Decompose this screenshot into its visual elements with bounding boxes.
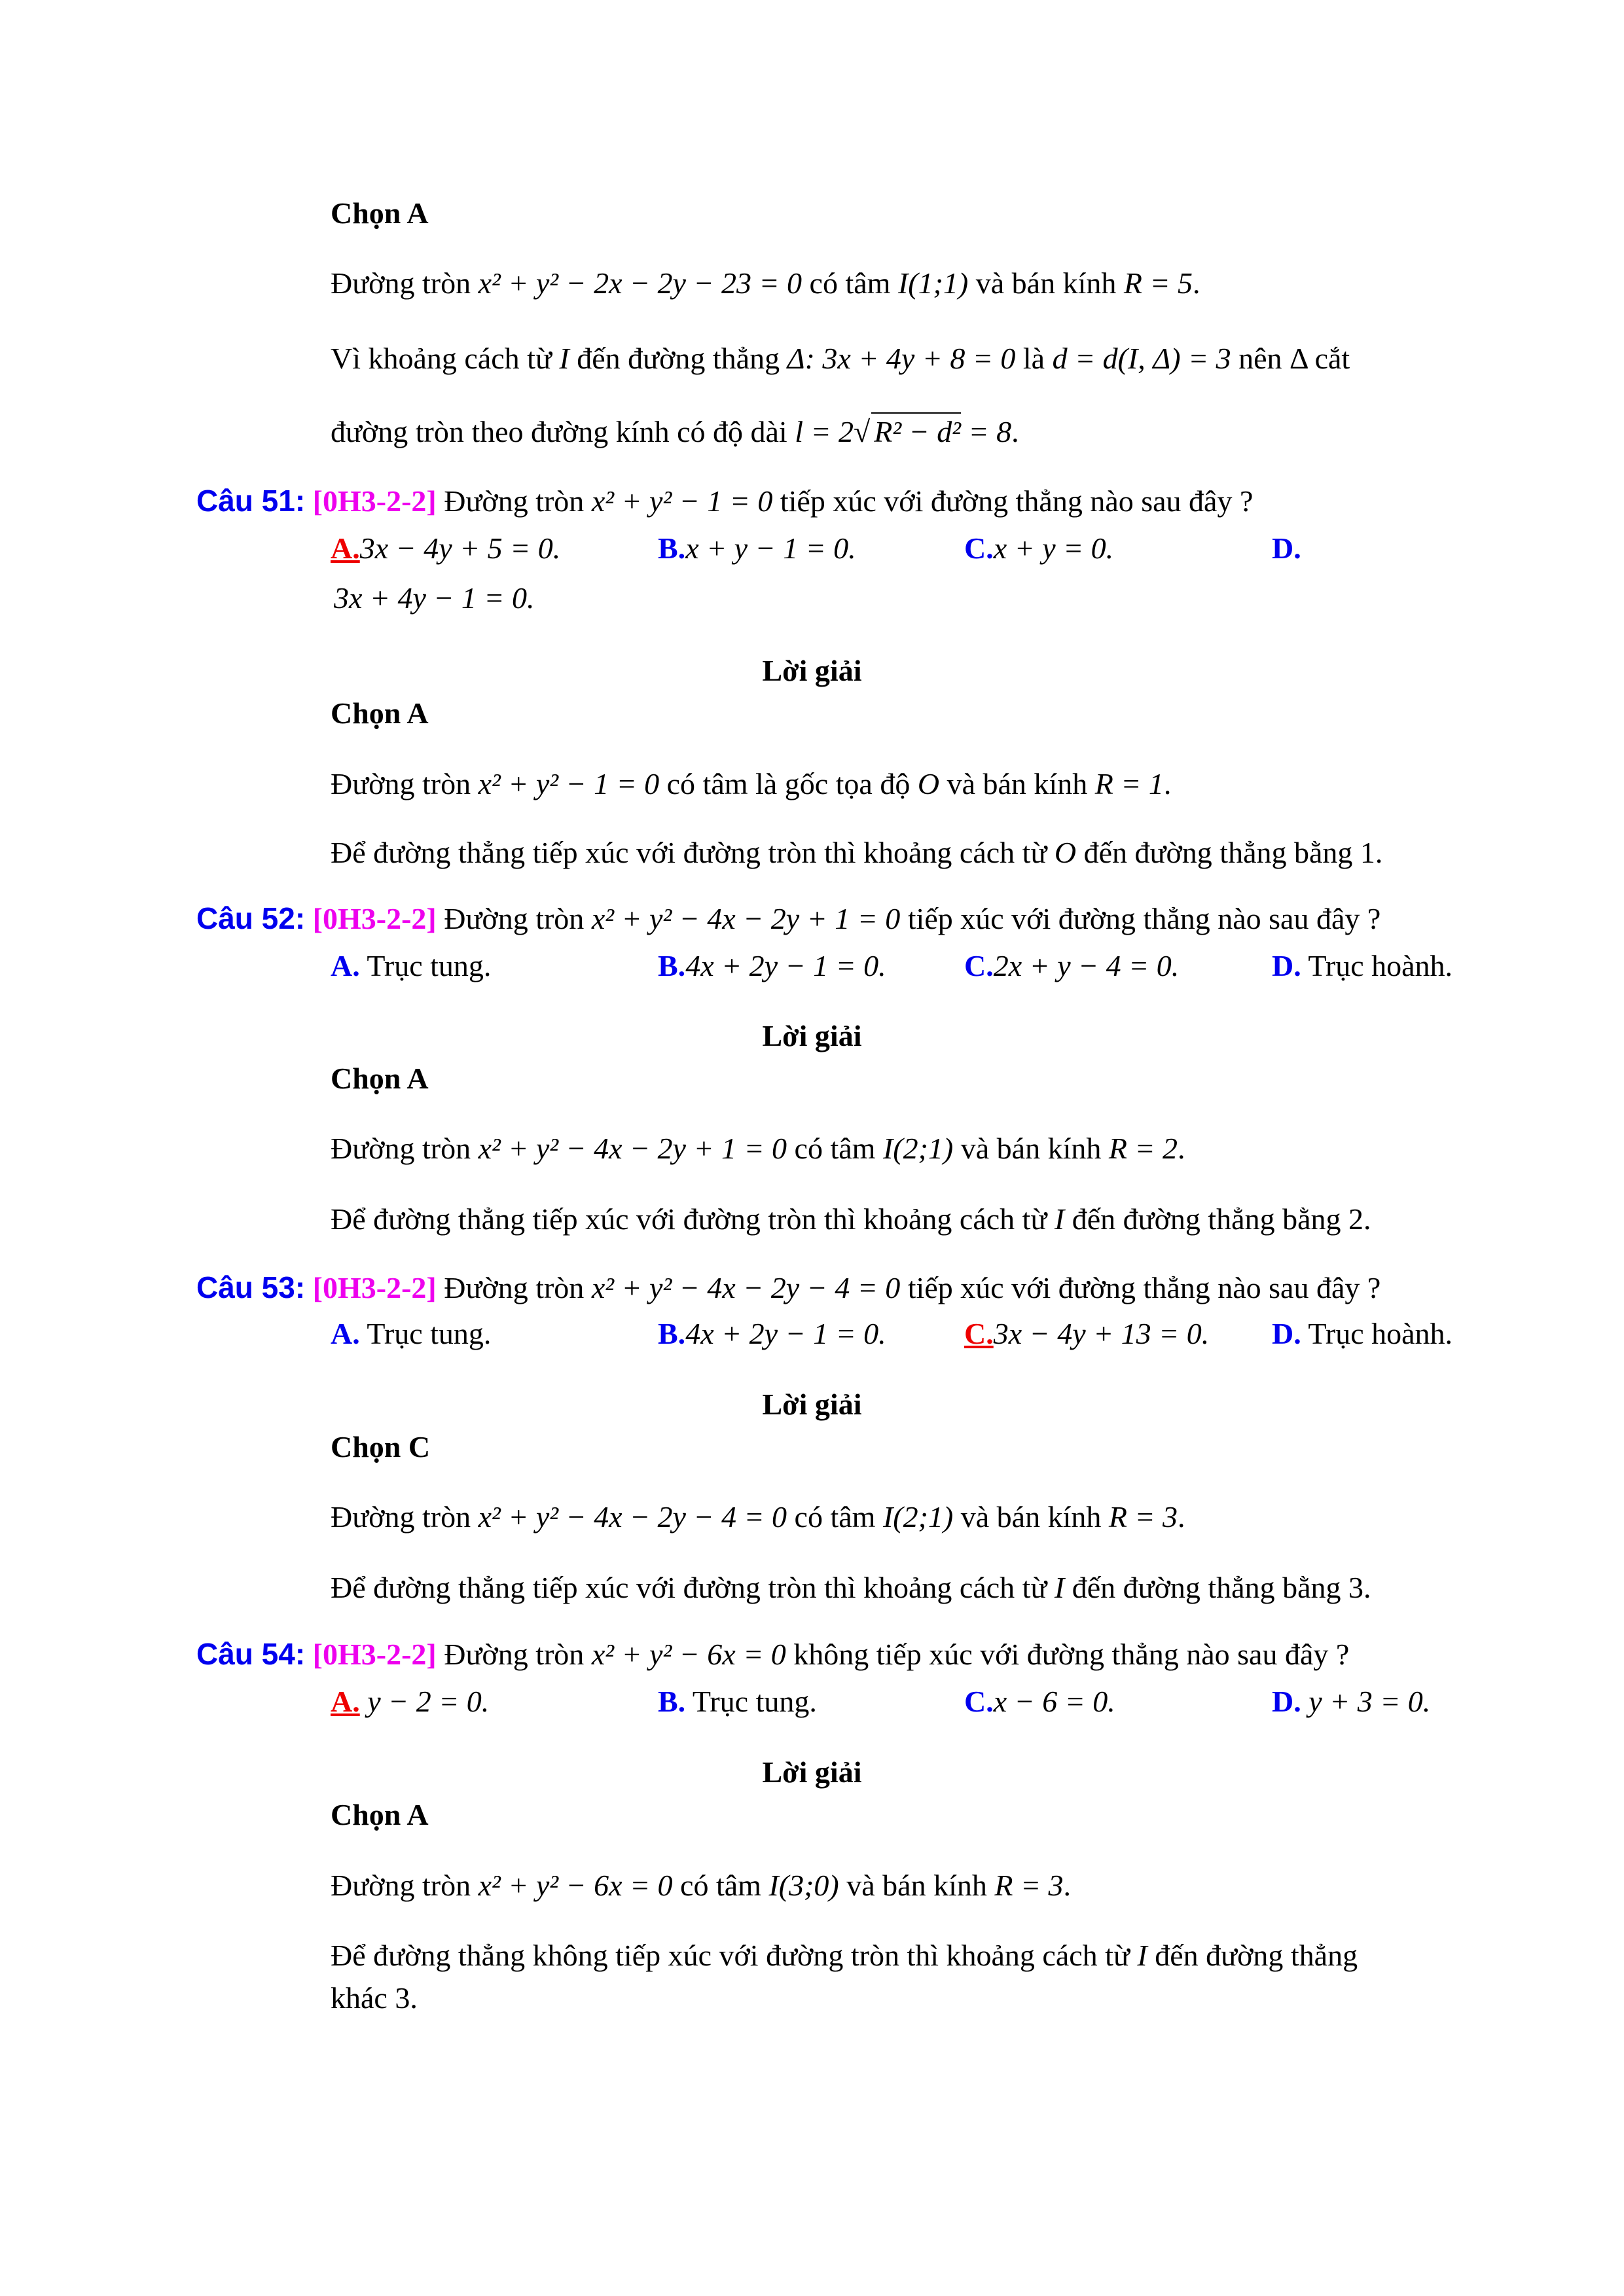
text: .	[1063, 1869, 1071, 1902]
option-b	[658, 1316, 886, 1352]
solution-line	[331, 834, 1382, 870]
choice-label: Chọn A	[331, 196, 429, 230]
option-letter: B.	[658, 1685, 686, 1718]
text: không tiếp xúc với đường thẳng nào sau đây ?	[785, 1638, 1350, 1671]
circle-equation: x² + y² − 6x = 0	[591, 1638, 786, 1671]
text: Đường tròn	[436, 1271, 592, 1304]
option-letter: C.	[964, 949, 994, 982]
text: nên	[1231, 342, 1290, 375]
circle-equation: x² + y² − 2x − 2y − 23 = 0	[478, 266, 803, 300]
circle-equation: x² + y² − 1 = 0	[591, 484, 773, 518]
question-label: Câu 54:	[196, 1637, 306, 1671]
radius-value: R = 3	[1108, 1500, 1178, 1534]
text: và bán kính	[953, 1132, 1109, 1165]
text: có tâm là gốc tọa độ	[659, 767, 918, 800]
option-letter: D.	[1272, 1317, 1301, 1350]
solution-title: Lời giải	[762, 1019, 862, 1052]
solution-line	[331, 1867, 1071, 1903]
center-point: I(3;0)	[768, 1869, 839, 1902]
option-c	[964, 948, 1179, 984]
radius-value: R = 1	[1094, 767, 1164, 800]
choice-label: Chọn A	[331, 696, 429, 730]
option-b	[658, 530, 856, 566]
option-text: x + y = 0.	[993, 531, 1114, 565]
center-point: I(1;1)	[897, 266, 969, 300]
solution-line	[331, 1130, 1185, 1166]
option-letter: D.	[1272, 531, 1301, 565]
solution-line	[331, 265, 1200, 301]
text: Đường tròn	[331, 1132, 478, 1165]
solution-line	[331, 340, 1350, 376]
circle-equation: x² + y² − 1 = 0	[478, 767, 660, 800]
option-a	[331, 1683, 489, 1719]
text: Đường tròn	[331, 767, 478, 800]
line-equation: Δ: 3x + 4y + 8 = 0	[787, 342, 1016, 375]
text: Đường tròn	[331, 1869, 478, 1902]
option-letter: B.	[658, 1317, 686, 1350]
center-point: I(2;1)	[882, 1500, 954, 1534]
text: .	[1011, 415, 1019, 448]
text: tiếp xúc với đường thẳng nào sau đây ?	[900, 1271, 1381, 1304]
option-c	[964, 530, 1113, 566]
option-text: Trục hoành.	[1301, 1317, 1453, 1350]
radius-value: R = 5	[1123, 266, 1193, 300]
point-label: I	[559, 342, 569, 375]
option-a	[331, 530, 560, 566]
option-text: 4x + 2y − 1 = 0.	[685, 1317, 886, 1350]
circle-equation: x² + y² − 4x − 2y − 4 = 0	[478, 1500, 787, 1534]
option-letter: B.	[658, 949, 686, 982]
option-letter: D.	[1272, 949, 1301, 982]
text: là	[1015, 342, 1053, 375]
text: .	[1163, 767, 1172, 800]
text: Đường tròn	[436, 1638, 592, 1671]
circle-equation: x² + y² − 6x = 0	[478, 1869, 673, 1902]
text: .	[1178, 1500, 1185, 1534]
text: có tâm	[787, 1132, 883, 1165]
option-c	[964, 1316, 1209, 1352]
option-d	[1272, 948, 1453, 984]
text: đến đường thẳng	[569, 342, 787, 375]
question-53	[196, 1270, 1380, 1306]
text: Để đường thẳng tiếp xúc với đường tròn thì khoảng cách từ	[331, 1571, 1055, 1604]
text: Đường tròn	[331, 1500, 478, 1534]
text: Đường tròn	[436, 484, 592, 518]
question-label: Câu 52:	[196, 901, 306, 935]
text: tiếp xúc với đường thẳng nào sau đây ?	[900, 902, 1381, 935]
option-b	[658, 1683, 817, 1719]
circle-equation: x² + y² − 4x − 2y − 4 = 0	[591, 1271, 901, 1304]
option-text: Trục tung.	[359, 1317, 492, 1350]
solution-line: đường tròn theo đường kính có độ dài l = 2√ R² − d² = 8.	[331, 412, 1019, 450]
option-text: y − 2 = 0.	[359, 1685, 490, 1718]
question-tag: [0H3-2-2]	[312, 902, 437, 935]
formula-part: = 8	[961, 415, 1012, 448]
solution-title: Lời giải	[762, 1755, 862, 1789]
question-tag: [0H3-2-2]	[312, 484, 437, 518]
solution-title: Lời giải	[762, 654, 862, 687]
text: cắt	[1307, 342, 1350, 375]
question-51	[196, 483, 1253, 519]
solution-line	[331, 1201, 1371, 1237]
option-d	[1272, 1683, 1430, 1719]
question-tag: [0H3-2-2]	[312, 1271, 437, 1304]
option-text: Trục tung.	[685, 1685, 817, 1718]
text: Đường tròn	[331, 266, 478, 300]
solution-line	[331, 1499, 1185, 1535]
text: và bán kính	[839, 1869, 995, 1902]
option-letter: A.	[331, 1685, 360, 1718]
choice-label: Chọn A	[331, 1062, 429, 1095]
point-label: O	[1054, 836, 1077, 869]
text: đến đường thẳng bằng 2.	[1064, 1202, 1371, 1236]
option-a	[331, 948, 491, 984]
radius-value: R = 2	[1108, 1132, 1178, 1165]
question-tag: [0H3-2-2]	[312, 1638, 437, 1671]
radius-value: R = 3	[994, 1869, 1064, 1902]
option-text: x − 6 = 0.	[993, 1685, 1115, 1718]
question-label: Câu 51:	[196, 484, 306, 518]
text: .	[1193, 266, 1200, 300]
text: có tâm	[787, 1500, 883, 1534]
point-label: I	[1054, 1571, 1065, 1604]
text: đến đường thẳng bằng 3.	[1064, 1571, 1371, 1604]
circle-equation: x² + y² − 4x − 2y + 1 = 0	[591, 902, 901, 935]
option-text: 2x + y − 4 = 0.	[993, 949, 1180, 982]
option-d-text: 3x + 4y − 1 = 0.	[334, 581, 535, 615]
solution-line: khác 3.	[331, 1981, 418, 2015]
option-text: 3x − 4y + 5 = 0.	[359, 531, 561, 565]
text: Đường tròn	[436, 902, 592, 935]
question-54	[196, 1636, 1349, 1672]
center-point: I(2;1)	[882, 1132, 954, 1165]
text: và bán kính	[939, 767, 1095, 800]
option-a	[331, 1316, 491, 1352]
distance-value: d = d(I, Δ) = 3	[1052, 342, 1231, 375]
option-letter: A.	[331, 949, 360, 982]
solution-line	[331, 766, 1171, 802]
option-text: 3x − 4y + 13 = 0.	[993, 1317, 1210, 1350]
text: có tâm	[802, 266, 898, 300]
option-text: Trục hoành.	[1301, 949, 1453, 982]
question-52	[196, 901, 1380, 937]
option-text: Trục tung.	[359, 949, 492, 982]
text: .	[1178, 1132, 1185, 1165]
option-letter: A.	[331, 1317, 360, 1350]
text: tiếp xúc với đường thẳng nào sau đây ?	[772, 484, 1254, 518]
option-d	[1272, 1316, 1453, 1352]
formula-radicand: R² − d²	[871, 412, 961, 450]
delta-symbol: Δ	[1290, 342, 1308, 375]
text: Để đường thẳng tiếp xúc với đường tròn thì khoảng cách từ	[331, 836, 1055, 869]
point-label: O	[917, 767, 940, 800]
text: và bán kính	[968, 266, 1124, 300]
option-text: x + y − 1 = 0.	[685, 531, 856, 565]
text: Vì khoảng cách từ	[331, 342, 560, 375]
circle-equation: x² + y² − 4x − 2y + 1 = 0	[478, 1132, 787, 1165]
solution-line	[331, 1937, 1358, 1973]
option-b	[658, 948, 886, 984]
point-label: I	[1054, 1202, 1065, 1236]
option-letter: C.	[964, 531, 994, 565]
text: đến đường thẳng bằng 1.	[1076, 836, 1383, 869]
point-label: I	[1137, 1939, 1147, 1972]
question-label: Câu 53:	[196, 1270, 306, 1304]
solution-line	[331, 1570, 1371, 1605]
option-letter: C.	[964, 1317, 994, 1350]
text: Để đường thẳng tiếp xúc với đường tròn thì khoảng cách từ	[331, 1202, 1055, 1236]
solution-title: Lời giải	[762, 1388, 862, 1421]
option-text: y + 3 = 0.	[1301, 1685, 1431, 1718]
formula-part: l = 2	[795, 415, 854, 448]
text: đến đường thẳng	[1147, 1939, 1358, 1972]
option-letter: A.	[331, 531, 360, 565]
option-letter: D.	[1272, 1685, 1301, 1718]
option-letter: C.	[964, 1685, 994, 1718]
choice-label: Chọn A	[331, 1798, 429, 1831]
text: có tâm	[672, 1869, 769, 1902]
text: đường tròn theo đường kính có độ dài	[331, 415, 795, 448]
option-letter: B.	[658, 531, 686, 565]
option-c	[964, 1683, 1115, 1719]
text: Để đường thẳng không tiếp xúc với đường tròn thì khoảng cách từ	[331, 1939, 1138, 1972]
option-d	[1272, 530, 1301, 566]
option-text: 4x + 2y − 1 = 0.	[685, 949, 886, 982]
text: và bán kính	[953, 1500, 1109, 1534]
choice-label: Chọn C	[331, 1430, 431, 1463]
